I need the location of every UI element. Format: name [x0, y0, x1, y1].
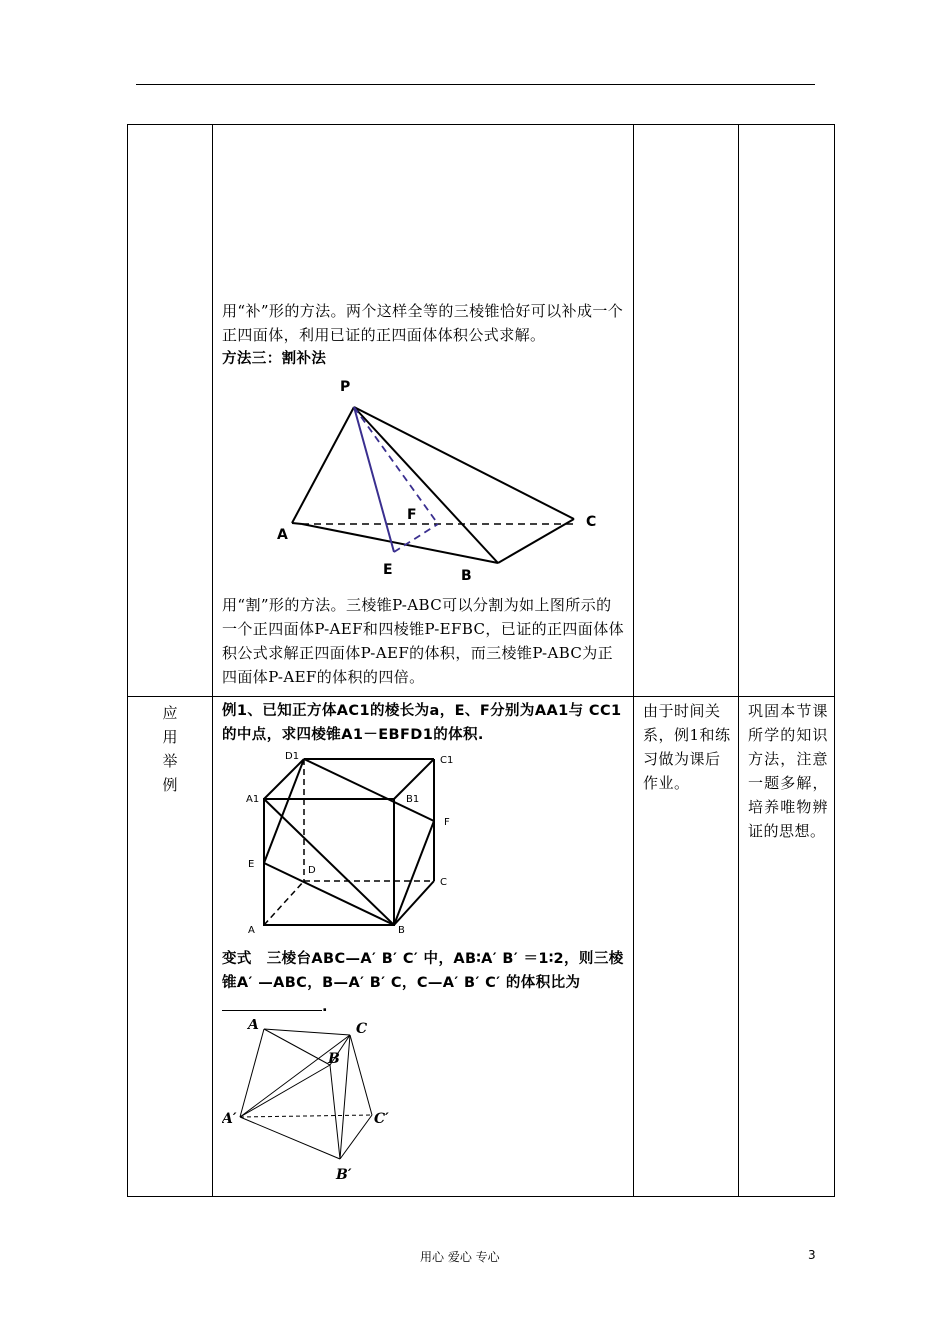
- table-row: [128, 125, 835, 697]
- row2-section-cell: [128, 697, 213, 1197]
- table-row: [128, 697, 835, 1197]
- label-B: B: [398, 925, 405, 936]
- row1-section-cell: [128, 125, 213, 697]
- frustum-figure: [222, 1019, 622, 1185]
- label-B: B: [461, 568, 472, 584]
- label-F: F: [444, 817, 450, 828]
- teaching-purpose: 巩固本节课所学的知识方法，注意一题多解，培养唯物辨证的思想。: [748, 702, 828, 840]
- row2-content-cell: [213, 697, 634, 1197]
- section-label-char: 例: [162, 776, 178, 794]
- row1-purpose-cell: [739, 125, 835, 697]
- method2-explanation: 用“补”形的方法。两个这样全等的三棱锥恰好可以补成一个正四面体，利用已证的正四面体体积公式求解。: [222, 302, 624, 344]
- label-D1: D1: [285, 751, 300, 762]
- label-A: A: [248, 1019, 259, 1033]
- section-label-char: 应: [162, 704, 178, 722]
- row2-purpose-cell: [739, 697, 835, 1197]
- method3-title: 方法三：割补法: [222, 351, 327, 367]
- section-label-char: 举: [162, 752, 178, 770]
- label-A: A: [248, 925, 255, 936]
- label-B: B: [328, 1051, 340, 1067]
- label-F: F: [407, 507, 417, 523]
- page-number: 3: [808, 1248, 816, 1262]
- lesson-table: [127, 124, 835, 1197]
- label-C: C: [440, 877, 447, 888]
- cube-figure: [222, 747, 622, 939]
- answer-blank: [222, 996, 322, 1011]
- label-C: C: [586, 514, 597, 530]
- label-B-prime: B′: [336, 1167, 352, 1183]
- teaching-note: 由于时间关系，例1和练习做为课后作业。: [643, 702, 731, 792]
- variant-text: 变式 三棱台ABC—A′ B′ C′ 中，AB∶A′ B′ ＝1∶2，则三棱锥A′ —ABC，B—A′ B′ C，C—A′ B′ C′ 的体积比为: [222, 951, 624, 991]
- header-rule: [136, 84, 815, 85]
- section-label-char: 用: [162, 728, 178, 746]
- label-D: D: [308, 865, 316, 876]
- row2-notes-cell: [634, 697, 739, 1197]
- label-C1: C1: [440, 755, 454, 766]
- label-A1: A1: [246, 794, 260, 805]
- label-E: E: [383, 562, 393, 578]
- label-A-prime: A′: [222, 1111, 237, 1127]
- footer-motto: 用心 爱心 专心: [420, 1250, 500, 1264]
- label-C: C: [356, 1021, 368, 1037]
- row1-content-cell: [213, 125, 634, 697]
- label-C-prime: C′: [374, 1111, 389, 1127]
- label-P: P: [340, 379, 351, 395]
- variant-question: [222, 947, 626, 1019]
- label-B1: B1: [406, 794, 420, 805]
- row1-notes-cell: [634, 125, 739, 697]
- pyramid-figure: [222, 371, 622, 593]
- variant-end: .: [322, 999, 328, 1015]
- label-A: A: [277, 527, 288, 543]
- example1-statement: 例1、已知正方体AC1的棱长为a，E、F分别为AA1与 CC1的中点，求四棱锥A1－EBFD1的体积.: [222, 703, 622, 743]
- label-E: E: [248, 859, 255, 870]
- method3-explanation: 用“割”形的方法。三棱锥P-ABC可以分割为如上图所示的一个正四面体P-AEF和四棱锥P-EFBC，已证的正四面体体积公式求解正四面体P-AEF的体积，而三棱锥P-ABC为正四面体P-AEF的体积的四倍。: [222, 596, 625, 686]
